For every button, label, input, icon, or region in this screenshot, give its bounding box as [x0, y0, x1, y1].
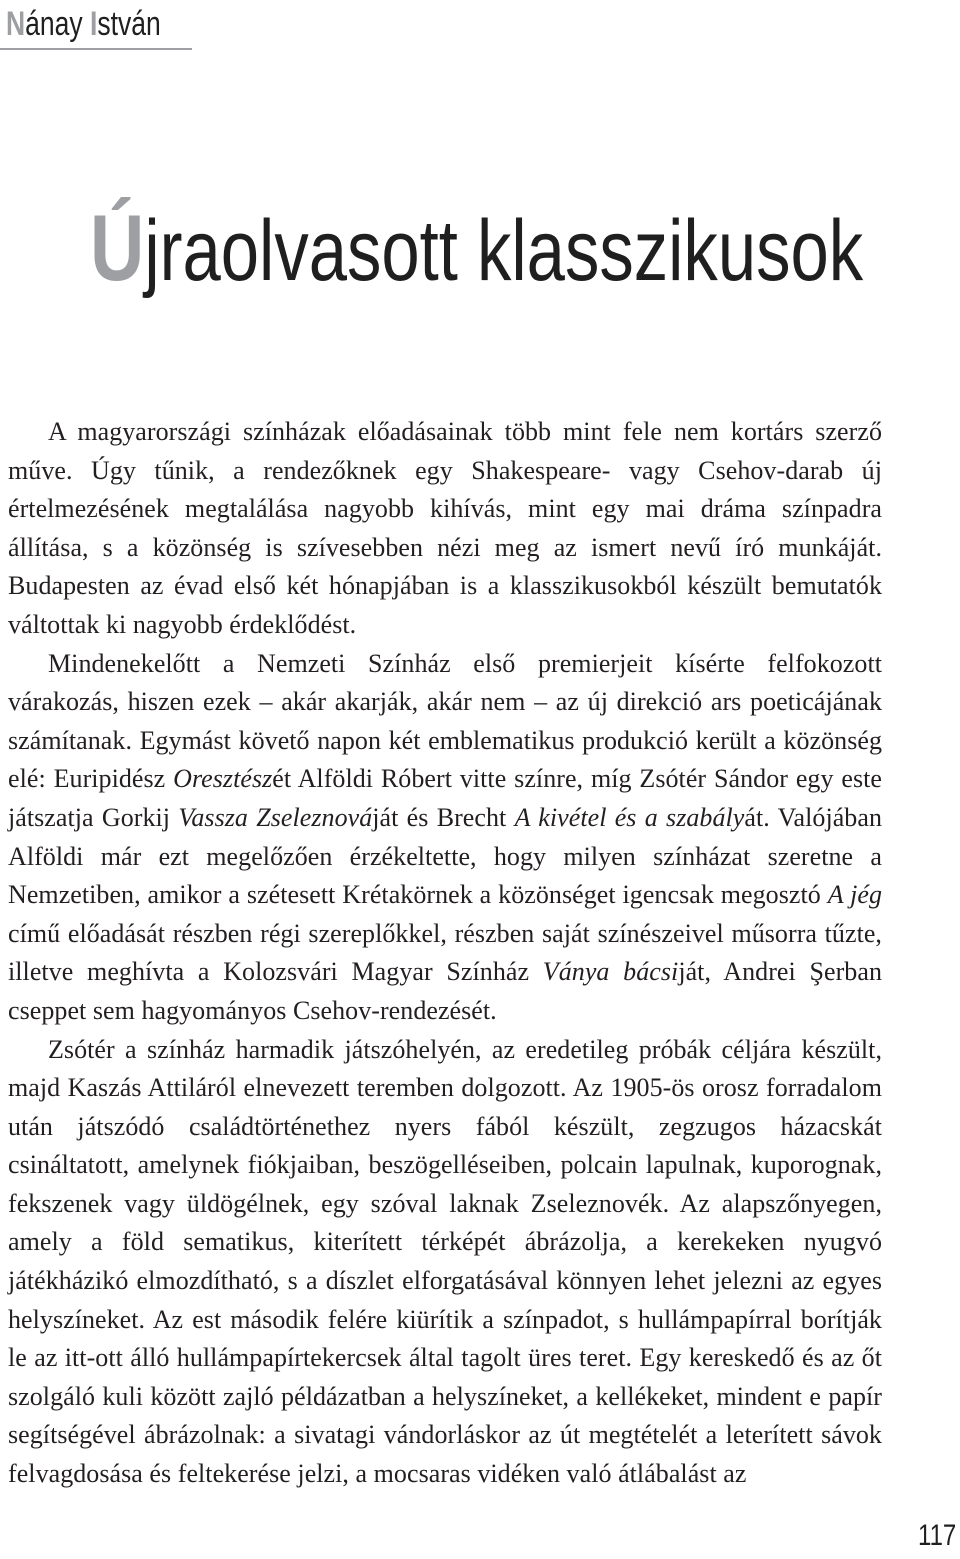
page-number: 117 — [918, 1519, 957, 1552]
body-text-run: Mindenekelőtt a Nemzeti Színház első premierjeit kísérte felfokozott várakozás, hiszen ezek – akár akarják, akár nem – az új direkció ars poeticájának számítanak. Egymást követő napon két emblematikus produkció került a közönség elé: Euripidész — [8, 648, 882, 794]
italic-title: A jég — [827, 880, 882, 910]
body-text-run: című előadását részben régi szereplőkkel, részben saját színészeivel műsorra tűzte, illetve meghívta a Kolozsvári Magyar Színház — [8, 918, 882, 987]
author-first-initial: N — [6, 5, 26, 43]
body-text-run: ját és Brecht — [372, 802, 515, 832]
author-last-rest: stván — [97, 5, 161, 43]
italic-title: Vassza Zseleznová — [178, 802, 373, 832]
author-name — [6, 2, 161, 46]
body-text-run: Zsótér a színház harmadik játszóhelyén, az eredetileg próbák céljára készült, majd Kaszás Attiláról elnevezett teremben dolgozott. Az 1905-ös orosz forradalom után játszódó családtörténethez nyers fából készült, zegzugos házacskát csináltatott, amelynek fiókjaiban, beszögelléseiben, polcain lapulnak, kuporognak, fekszenek vagy üldögélnek, egy szóval laknak Zseleznovék. Az alapszőnyegen, amely a föld sematikus, kiterített térképét ábrázolja, a kerekeken nyugvó játékházikó elmozdítható, s a díszlet elforgatásával könnyen lehet jelezni az egyes helyszíneket. Az est második felére kiürítik a színpadot, s hullámpapírral borítják le az itt-ott álló hullámpapírtekercsek által tagolt üres teret. Egy kereskedő és az őt szolgáló kuli között zajló példázatban a helyszíneket, a kellékeket, mindent e papír segítségével ábrázolnak: a sivatagi vándorláskor az út megtételét a leterített sávok felvagdosása és feltekerése jelzi, a mocsaras vidéken való átlábalást az — [8, 1034, 882, 1489]
body-paragraph — [8, 1031, 882, 1494]
body-text-run: át. Valójában Alföldi már ezt megelőzően érzékeltette, hogy milyen színházat szeretne a Nemzetiben, amikor a szétesett Krétakörnek a közönséget igencsak megosztó — [8, 802, 883, 910]
italic-title: A kivétel és a szabály — [514, 802, 745, 832]
body-text-run: A magyarországi színházak előadásainak több mint fele nem kortárs szerző műve. Úgy tűnik, a rendezőknek egy Shakespeare- vagy Csehov-darab új értelmezésének megtalálása nagyobb kihívás, mint egy mai dráma színpadra állítása, s a közönség is szívesebben nézi meg az ismert nevű író munkáját. Budapesten az évad első két hónapjában is a klasszikusokból készült bemutatók váltottak ki nagyobb érdeklődést. — [8, 417, 882, 639]
title-text: jraolvasott klasszikusok — [144, 203, 864, 299]
body-paragraph — [8, 645, 882, 1031]
title-initial: Ú — [90, 195, 145, 300]
italic-title: Ványa bácsi — [542, 957, 679, 987]
body-text-run: ját, Andrei Şerban cseppet sem hagyományos Csehov-rendezését. — [8, 957, 882, 1025]
author-underline — [0, 48, 192, 50]
body-text-run: ét Alföldi Róbert vitte színre, míg Zsótér Sándor egy este játszatja Gorkij — [8, 764, 882, 832]
article-title — [90, 195, 864, 300]
author-last-initial: I — [90, 5, 98, 43]
article-body — [8, 413, 882, 1494]
body-paragraph — [8, 413, 882, 645]
italic-title: Oresztész — [173, 764, 273, 794]
author-first-rest: ánay — [25, 5, 91, 43]
